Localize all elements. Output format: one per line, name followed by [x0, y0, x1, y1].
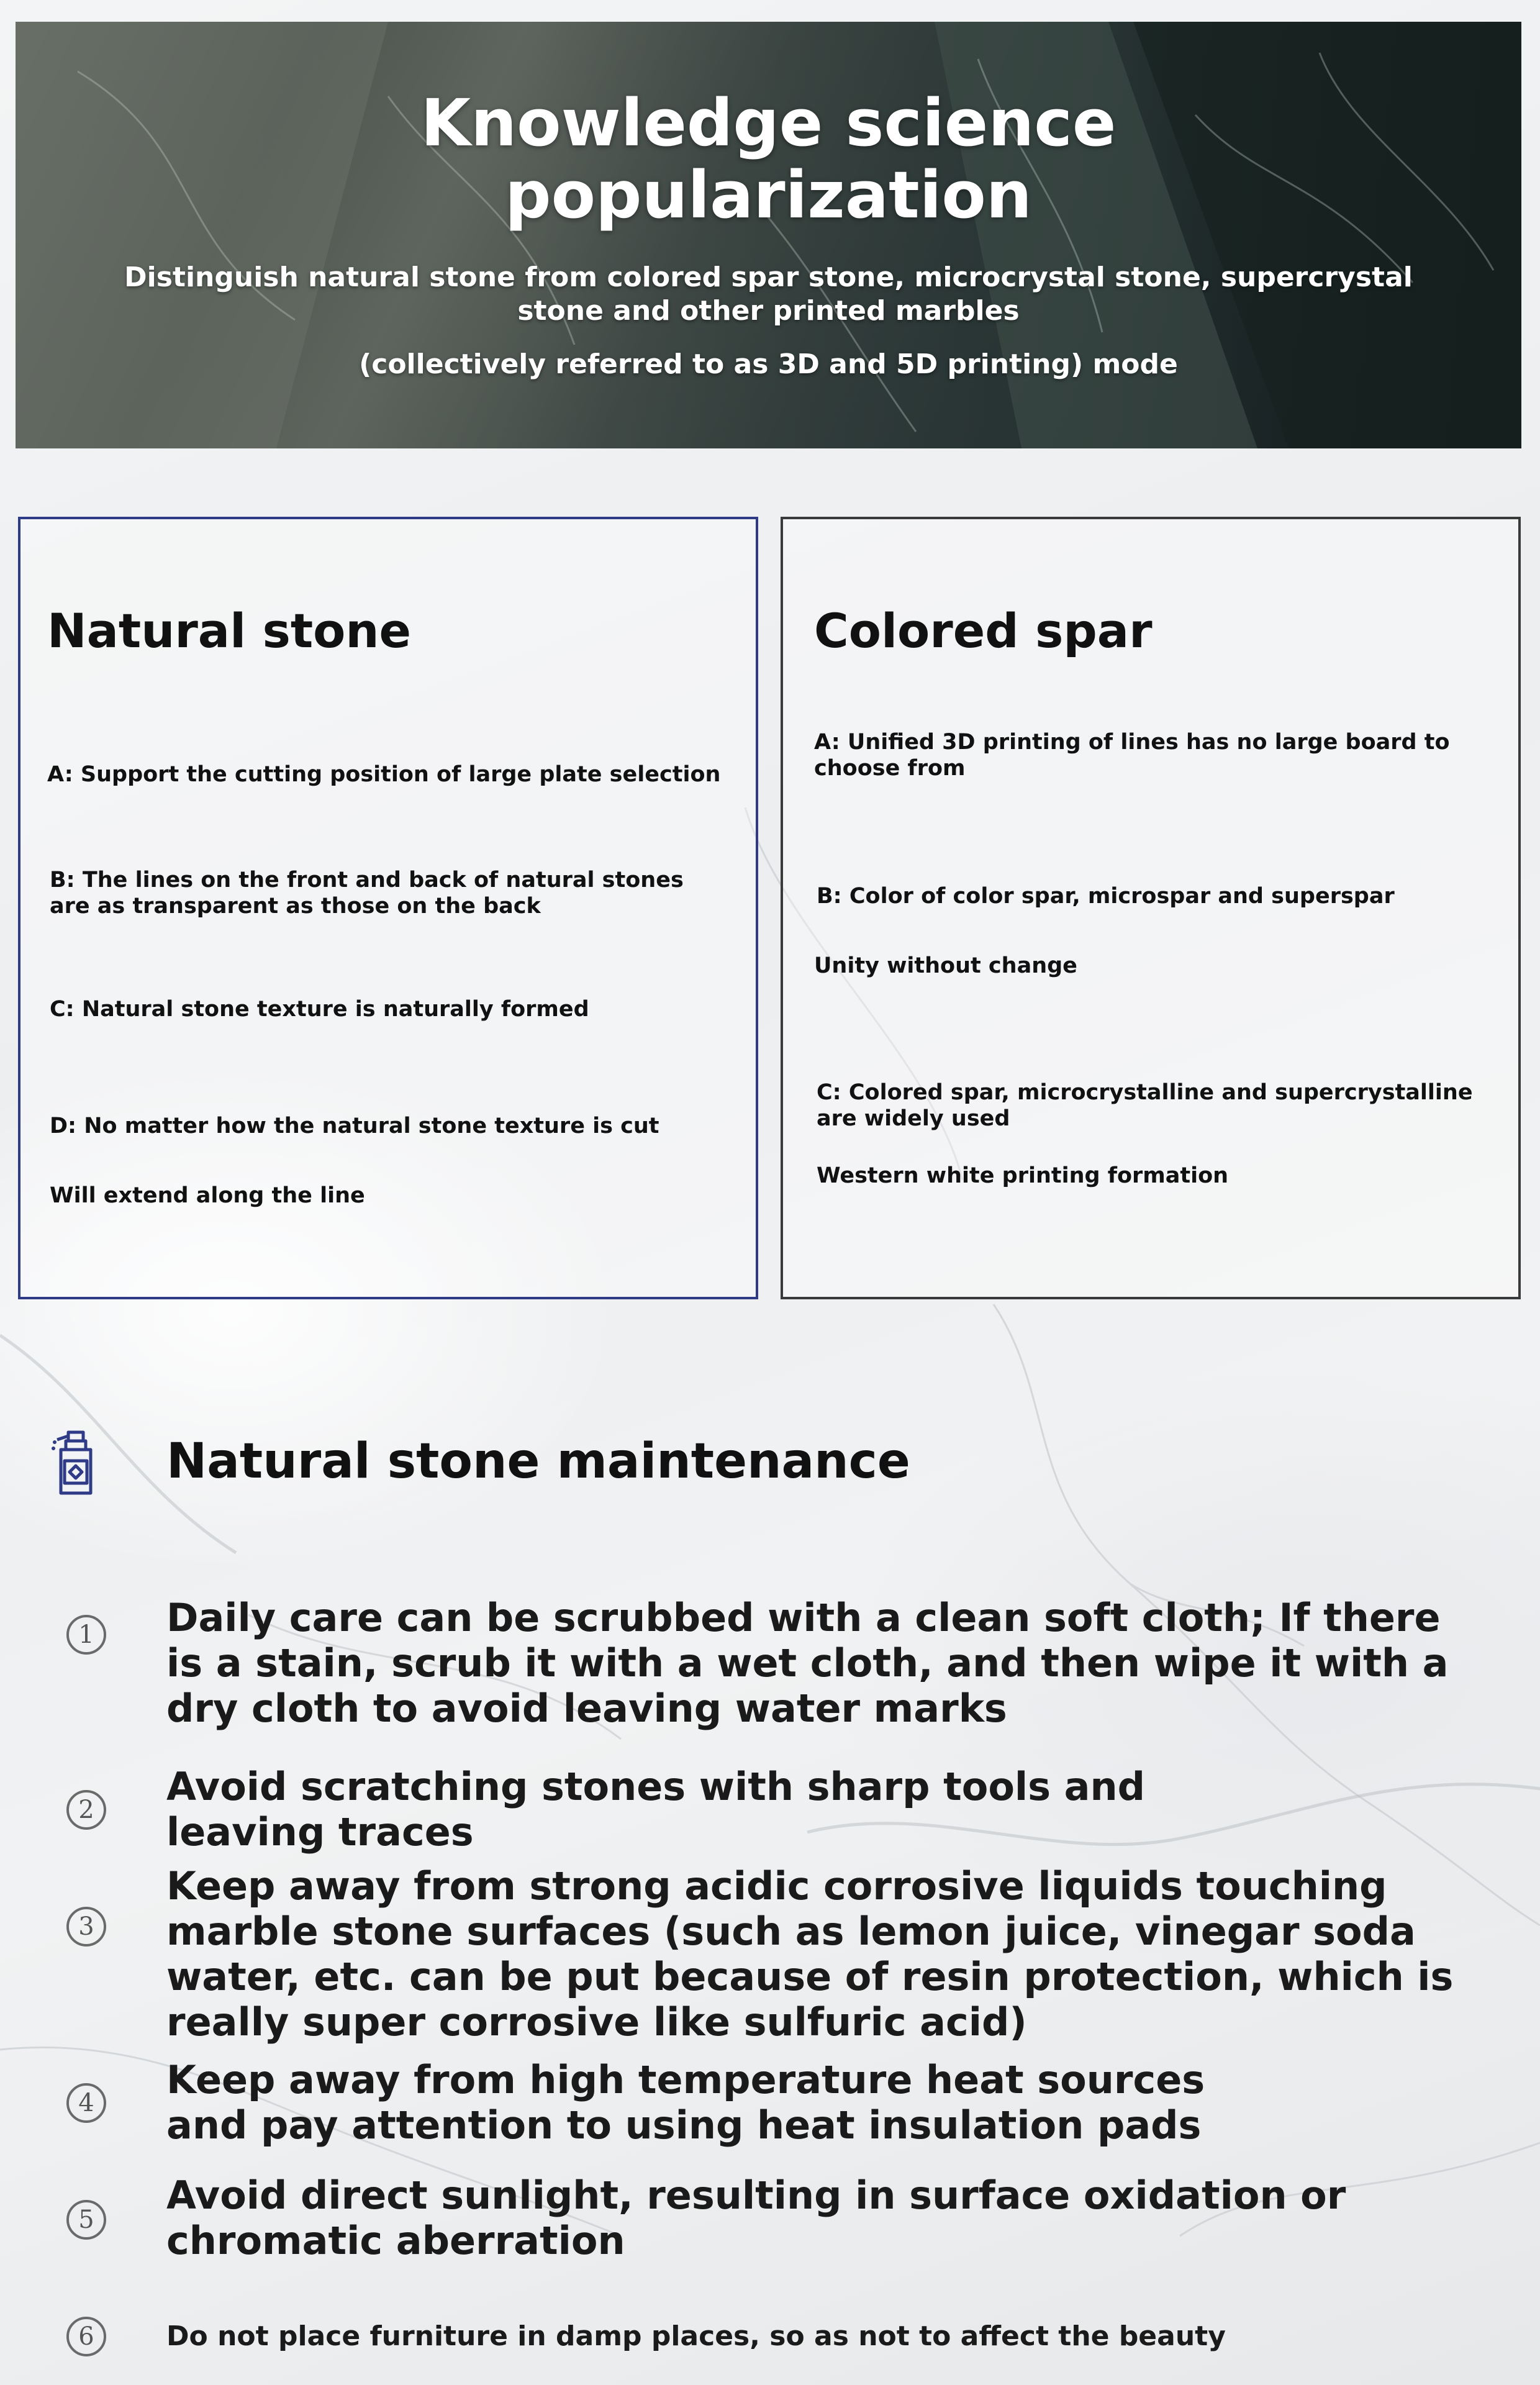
- spar-point-a-line1: A: Unified 3D printing of lines has no large board to: [814, 730, 1450, 755]
- item-5-line-1: Avoid direct sunlight, resulting in surface oxidation or: [166, 2173, 1346, 2218]
- item-2-line-2: leaving traces: [166, 1809, 474, 1855]
- banner-title: [16, 87, 1521, 231]
- header-banner: [16, 22, 1521, 448]
- item-1-line-2: is a stain, scrub it with a wet cloth, and then wipe it with a: [166, 1640, 1449, 1686]
- banner-subtitle: Distinguish natural stone from colored spar stone, microcrystal stone, supercrystal stone and other printed marbles: [124, 261, 1413, 327]
- item-4-line-1: Keep away from high temperature heat sources: [166, 2057, 1205, 2102]
- colored-spar-title: Colored spar: [814, 603, 1153, 658]
- natural-stone-title: Natural stone: [47, 603, 412, 658]
- natural-point-d-line2: Will extend along the line: [50, 1183, 365, 1208]
- item-5-line-2: chromatic aberration: [166, 2218, 625, 2263]
- spar-point-c-line2: are widely used: [817, 1106, 1010, 1131]
- natural-point-a: A: Support the cutting position of large plate selection: [47, 762, 721, 787]
- natural-stone-box: [18, 517, 758, 1299]
- maintenance-title: Natural stone maintenance: [166, 1433, 910, 1489]
- item-3-line-4: really super corrosive like sulfuric acid): [166, 1999, 1027, 2045]
- item-4-line-2: and pay attention to using heat insulation pads: [166, 2102, 1202, 2148]
- maintenance-item-2: [166, 1764, 1145, 1855]
- item-number-2: 2: [66, 1790, 106, 1830]
- item-number-4: 4: [66, 2083, 106, 2123]
- natural-point-c: C: Natural stone texture is naturally formed: [50, 997, 589, 1022]
- spar-point-c-line1: C: Colored spar, microcrystalline and supercrystalline: [817, 1080, 1473, 1105]
- banner-title-line1: Knowledge science: [420, 85, 1116, 161]
- colored-spar-box: [781, 517, 1521, 1299]
- maintenance-item-6: [166, 2320, 1226, 2353]
- spar-point-c-line3: Western white printing formation: [817, 1163, 1229, 1188]
- item-number-6: 6: [66, 2317, 106, 2356]
- banner-title-line2: popularization: [505, 157, 1032, 233]
- item-1-line-3: dry cloth to avoid leaving water marks: [166, 1686, 1007, 1731]
- maintenance-item-1: [166, 1595, 1449, 1731]
- maintenance-item-3: [166, 1863, 1453, 2045]
- item-1-line-1: Daily care can be scrubbed with a clean soft cloth; If there: [166, 1595, 1441, 1640]
- spray-bottle-icon: [51, 1429, 101, 1497]
- natural-point-b-line1: B: The lines on the front and back of natural stones: [50, 868, 684, 893]
- item-number-5: 5: [66, 2200, 106, 2240]
- spar-point-a-line2: choose from: [814, 756, 966, 781]
- maintenance-item-4: [166, 2057, 1205, 2148]
- natural-point-d-line1: D: No matter how the natural stone texture is cut: [50, 1114, 659, 1138]
- spar-point-b-line2: Unity without change: [814, 953, 1077, 978]
- banner-subtitle-2: (collectively referred to as 3D and 5D printing) mode: [359, 348, 1178, 380]
- item-6-line-1: Do not place furniture in damp places, so as not to affect the beauty: [166, 2320, 1226, 2352]
- item-3-line-2: marble stone surfaces (such as lemon juice, vinegar soda: [166, 1909, 1416, 1954]
- item-number-1: 1: [66, 1615, 106, 1655]
- item-3-line-1: Keep away from strong acidic corrosive liquids touching: [166, 1863, 1387, 1909]
- item-3-line-3: water, etc. can be put because of resin protection, which is: [166, 1954, 1454, 1999]
- item-number-3: 3: [66, 1907, 106, 1947]
- maintenance-item-5: [166, 2173, 1346, 2263]
- natural-point-b-line2: are as transparent as those on the back: [50, 894, 541, 919]
- spar-point-b-line1: B: Color of color spar, microspar and superspar: [817, 884, 1395, 909]
- item-2-line-1: Avoid scratching stones with sharp tools and: [166, 1764, 1146, 1809]
